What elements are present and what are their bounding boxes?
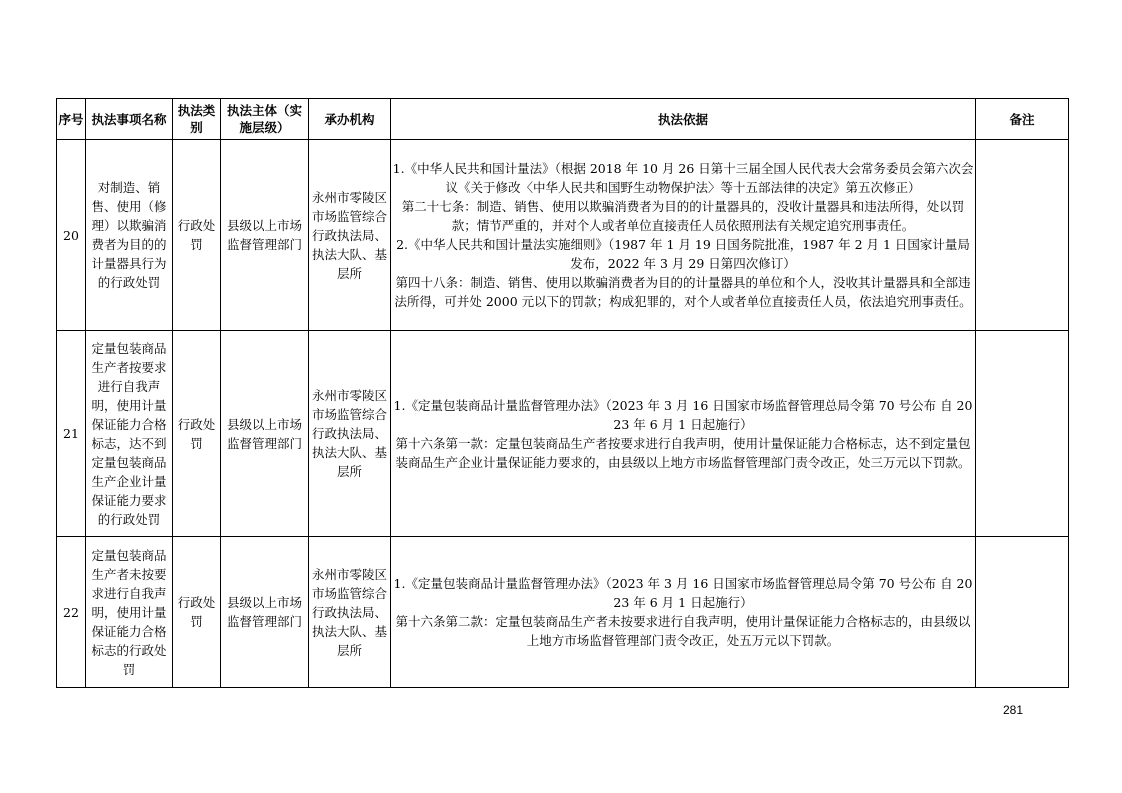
header-legal-basis: 执法依据 <box>391 99 976 140</box>
row-serial-number: 22 <box>57 537 86 688</box>
row-legal-basis <box>391 140 976 331</box>
row-handling-agency: 永州市零陵区市场监管综合行政执法局、执法大队、基层所 <box>309 331 391 537</box>
row-remarks <box>976 331 1069 537</box>
row-item-name: 定量包装商品生产者未按要求进行自我声明，使用计量保证能力合格标志的行政处罚 <box>86 537 173 688</box>
legal-basis-paragraph: 第十六条第二款：定量包装商品生产者未按要求进行自我声明，使用计量保证能力合格标志的，由县级以上地方市场监督管理部门责令改正，处五万元以下罚款。 <box>395 614 971 648</box>
header-enforcement-subject: 执法主体（实施层级） <box>221 99 309 140</box>
row-serial-number: 20 <box>57 140 86 331</box>
legal-basis-paragraph: 第二十七条：制造、销售、使用以欺骗消费者为目的的计量器具的，没收计量器具和违法所得，处以罚款；情节严重的，并对个人或者单位直接责任人员依照刑法有关规定追究刑事责任。 <box>401 199 965 233</box>
header-category: 执法类别 <box>173 99 221 140</box>
row-handling-agency: 永州市零陵区市场监管综合行政执法局、执法大队、基层所 <box>309 140 391 331</box>
row-category: 行政处罚 <box>173 537 221 688</box>
header-remarks: 备注 <box>976 99 1069 140</box>
legal-basis-paragraph: 1.《中华人民共和国计量法》（根据 2018 年 10 月 26 日第十三届全国人民代表大会常务委员会第六次会议《关于修改〈中华人民共和国野生动物保护法〉等十五部法律的决定》第五次修正） <box>392 161 974 195</box>
table-row <box>57 140 1069 331</box>
legal-basis-paragraph: 1.《定量包装商品计量监督管理办法》（2023 年 3 月 16 日国家市场监督管理总局令第 70 号公布 自 2023 年 6 月 1 日起施行） <box>393 576 973 610</box>
row-category: 行政处罚 <box>173 140 221 331</box>
row-enforcement-subject: 县级以上市场监督管理部门 <box>221 140 309 331</box>
row-legal-basis <box>391 537 976 688</box>
legal-basis-paragraph: 1.《定量包装商品计量监督管理办法》（2023 年 3 月 16 日国家市场监督管理总局令第 70 号公布 自 2023 年 6 月 1 日起施行） <box>393 397 973 432</box>
row-category: 行政处罚 <box>173 331 221 537</box>
row-item-name: 定量包装商品生产者按要求进行自我声明，使用计量保证能力合格标志，达不到定量包装商品生产企业计量保证能力要求的行政处罚 <box>86 331 173 537</box>
page-number: 281 <box>1003 703 1024 717</box>
row-remarks <box>976 537 1069 688</box>
row-enforcement-subject: 县级以上市场监督管理部门 <box>221 537 309 688</box>
table-row <box>57 331 1069 537</box>
enforcement-items-table <box>56 98 1069 688</box>
header-serial-number: 序号 <box>57 99 86 140</box>
legal-basis-paragraph: 第十六条第一款：定量包装商品生产者按要求进行自我声明，使用计量保证能力合格标志，达不到定量包装商品生产企业计量保证能力要求的，由县级以上地方市场监督管理部门责令改正，处三万元以下罚款。 <box>395 435 971 470</box>
row-legal-basis <box>391 331 976 537</box>
table-row <box>57 537 1069 688</box>
table-header-row <box>57 99 1069 140</box>
row-item-name: 对制造、销售、使用（修理）以欺骗消费者为目的的计量器具行为的行政处罚 <box>86 140 173 331</box>
legal-basis-paragraph: 2.《中华人民共和国计量法实施细则》（1987 年 1 月 19 日国务院批准，1987 年 2 月 1 日国家计量局发布，2022 年 3 月 29 日第四次修订） <box>396 237 970 271</box>
row-remarks <box>976 140 1069 331</box>
header-handling-agency: 承办机构 <box>309 99 391 140</box>
row-serial-number: 21 <box>57 331 86 537</box>
row-handling-agency: 永州市零陵区市场监管综合行政执法局、执法大队、基层所 <box>309 537 391 688</box>
header-item-name: 执法事项名称 <box>86 99 173 140</box>
legal-basis-paragraph: 第四十八条：制造、销售、使用以欺骗消费者为目的的计量器具的单位和个人，没收其计量器具和全部违法所得，可并处 2000 元以下的罚款；构成犯罪的，对个人或者单位直接责任人员，依法追究刑事责任。 <box>394 275 972 309</box>
row-enforcement-subject: 县级以上市场监督管理部门 <box>221 331 309 537</box>
